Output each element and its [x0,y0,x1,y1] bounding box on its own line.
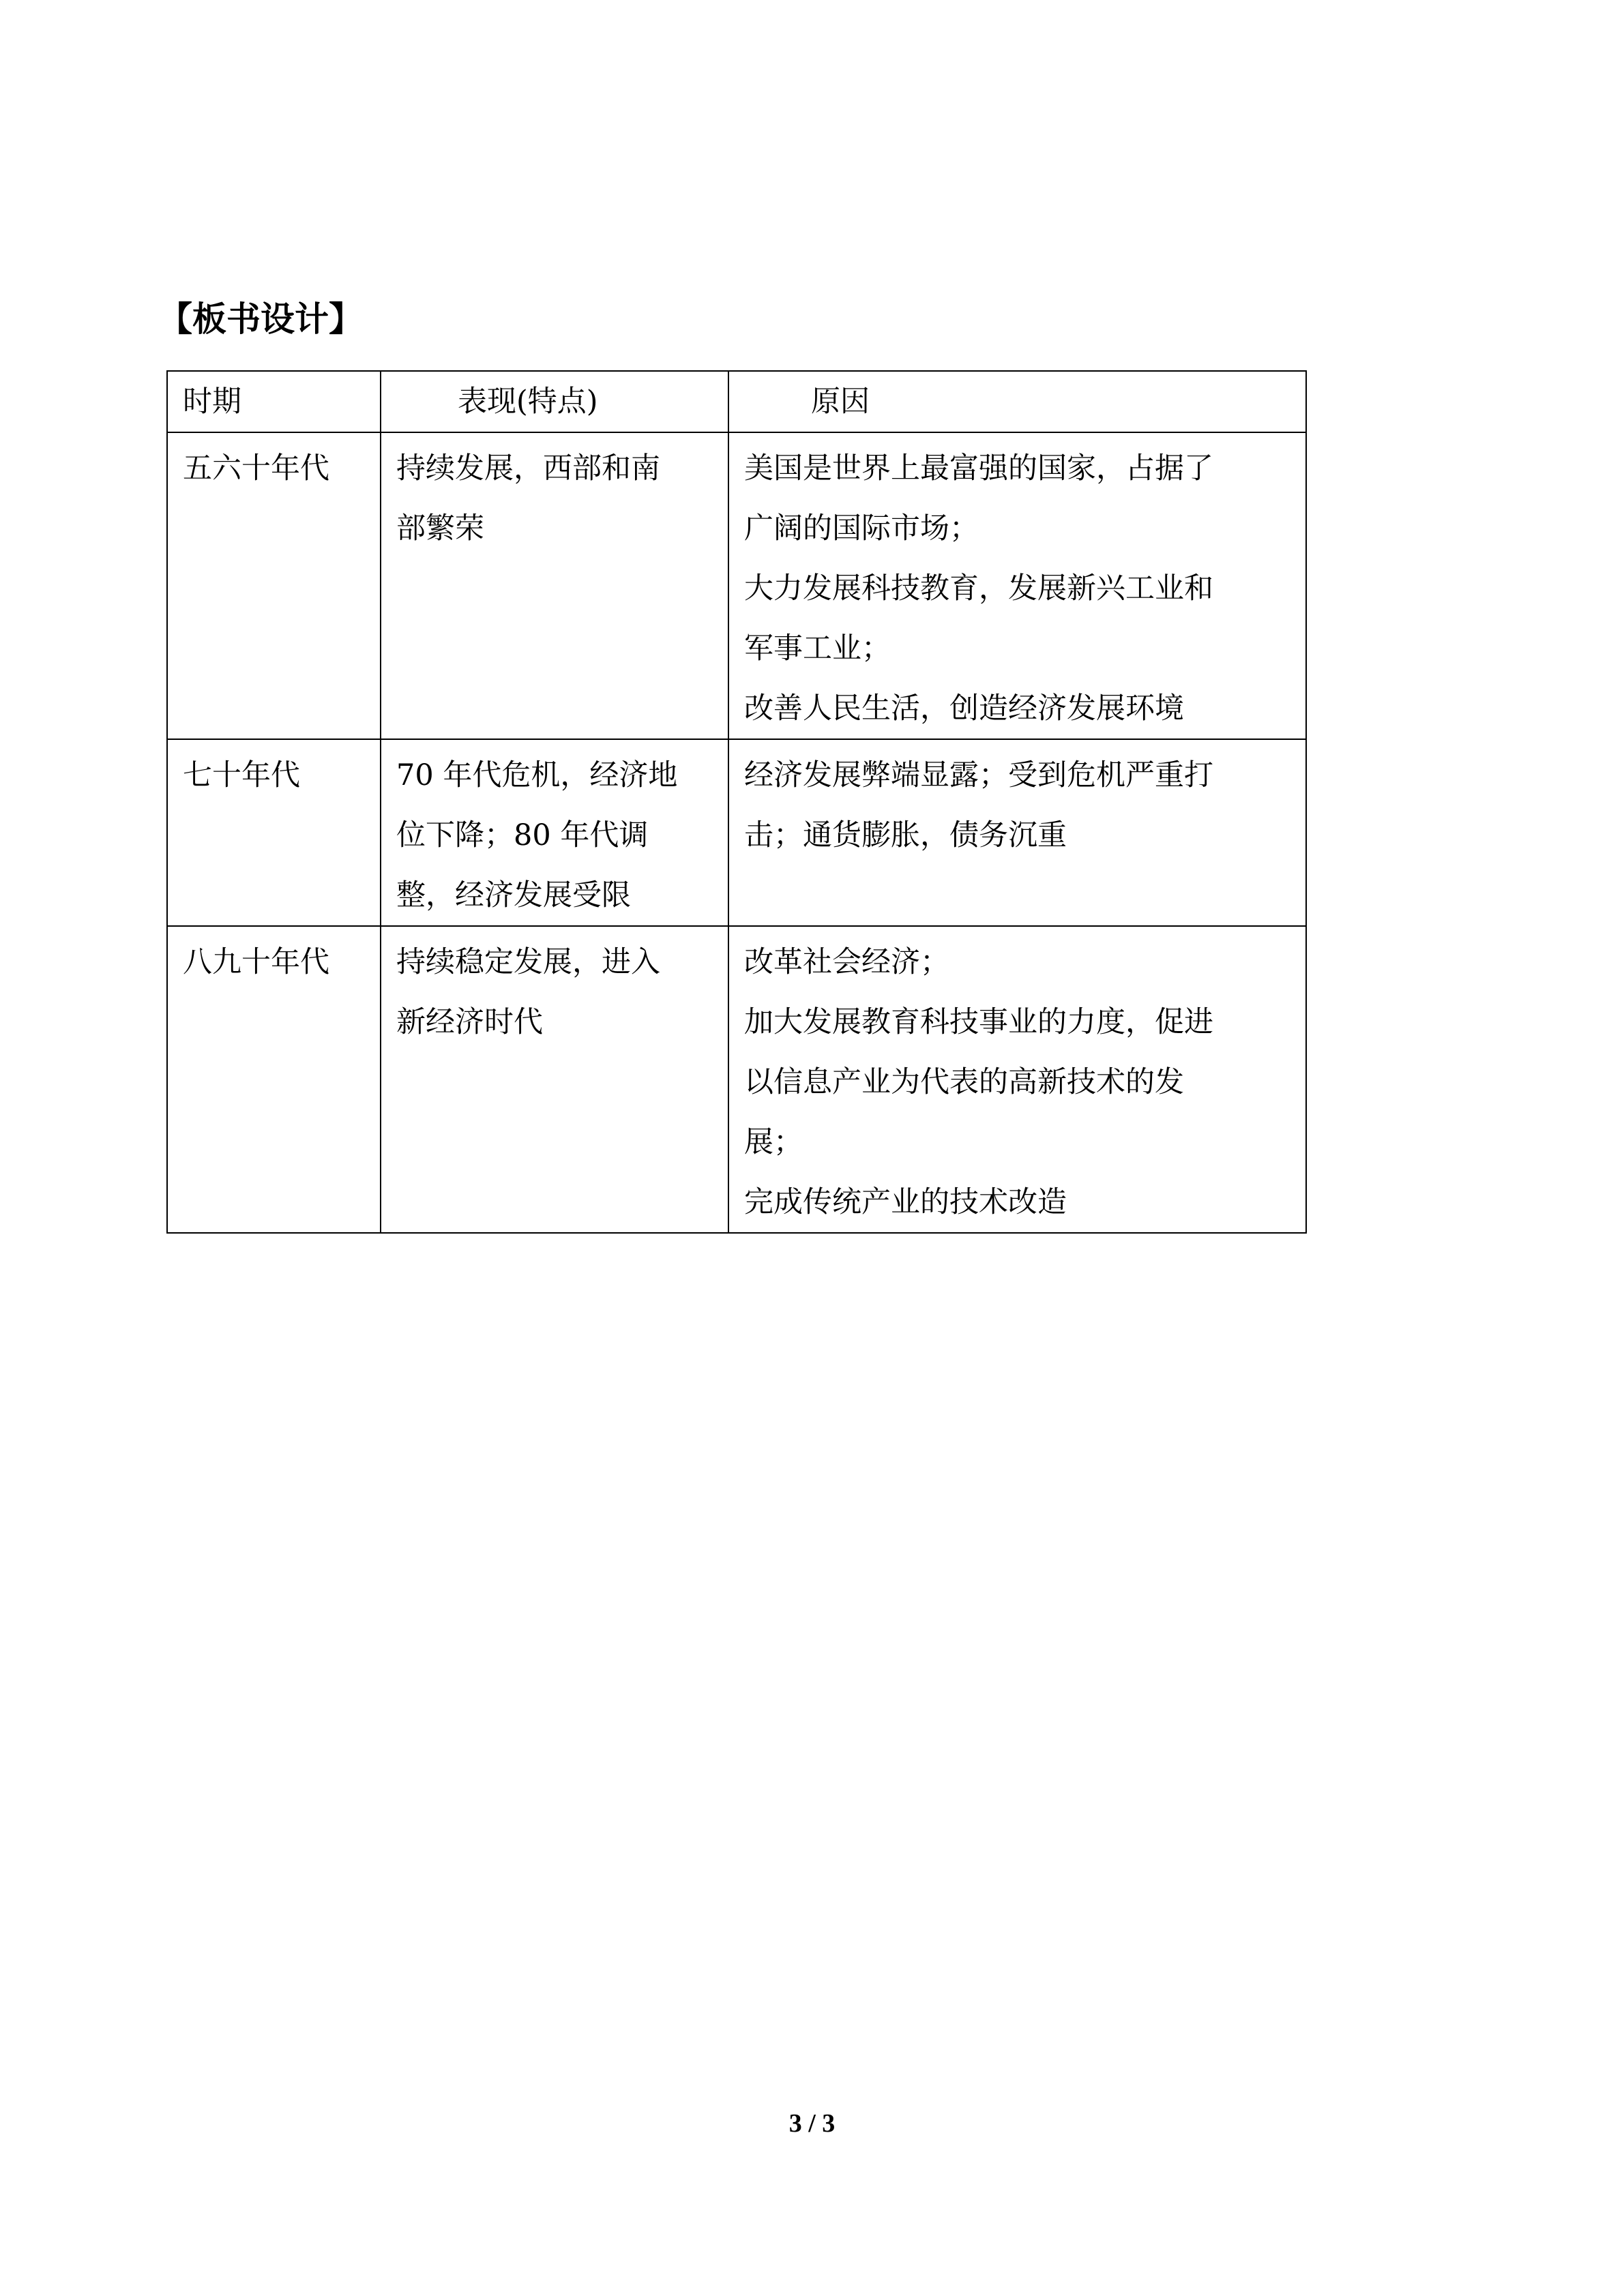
feature-line: 新经济时代 [396,1005,543,1039]
reason-line: 广阔的国际市场； [744,511,979,546]
reason-line: 大力发展科技教育，发展新兴工业和 [744,571,1213,606]
feature-cell [381,432,728,739]
table-row [167,926,1306,1233]
page-number: 3 / 3 [788,2109,836,2138]
reason-line: 以信息产业为代表的高新技术的发 [744,1065,1184,1099]
reason-line: 美国是世界上最富强的国家，占据了 [744,451,1213,486]
reason-cell [728,432,1306,739]
reason-line: 改革社会经济； [744,945,949,979]
reason-line: 改善人民生活，创造经济发展环境 [744,691,1184,726]
reason-line: 加大发展教育科技事业的力度，促进 [744,1005,1213,1039]
table-row [167,432,1306,739]
period-cell: 七十年代 [167,739,381,926]
section-heading: 【板书设计】 [158,299,363,339]
reason-line: 展； [744,1125,803,1159]
reason-cell [728,739,1306,926]
reason-line: 完成传统产业的技术改造 [744,1185,1067,1219]
table-row [167,739,1306,926]
feature-cell [381,926,728,1233]
feature-line: 持续稳定发展，进入 [396,945,660,979]
feature-line: 70 年代危机，经济地 [396,758,678,792]
feature-line: 部繁荣 [396,511,484,546]
feature-line: 位下降；80 年代调 [396,818,649,852]
feature-line: 整，经济发展受限 [396,878,631,912]
header-reason: 原因 [728,371,1306,432]
feature-line: 持续发展，西部和南 [396,451,660,486]
feature-cell [381,739,728,926]
period-cell: 八九十年代 [167,926,381,1233]
reason-cell [728,926,1306,1233]
reason-line: 军事工业； [744,631,891,666]
table-header-row [167,371,1306,432]
reason-line: 击；通货膨胀，债务沉重 [744,818,1067,852]
reason-line: 经济发展弊端显露；受到危机严重打 [744,758,1213,792]
header-feature: 表现(特点) [381,371,728,432]
period-cell: 五六十年代 [167,432,381,739]
board-design-table [166,370,1307,1234]
header-period: 时期 [167,371,381,432]
